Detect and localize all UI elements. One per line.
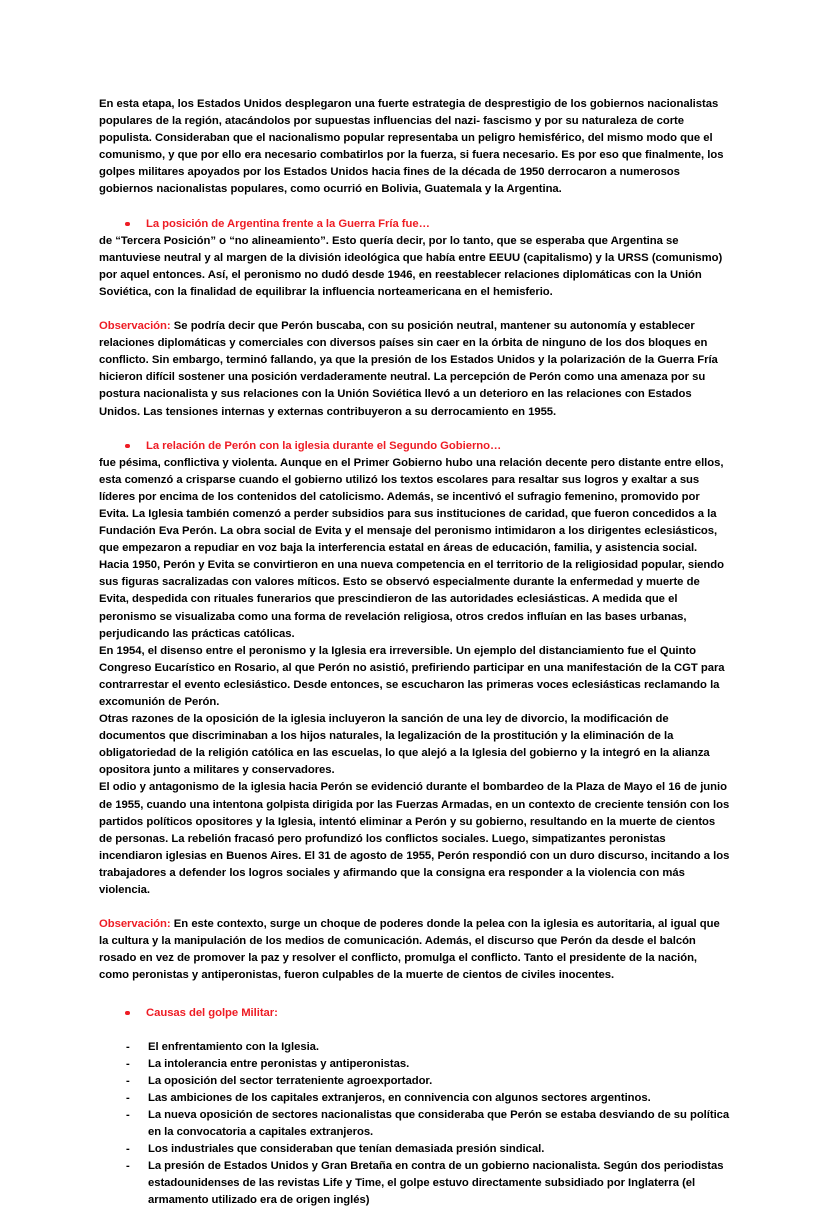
list-item [99, 1158, 730, 1209]
list-item-label: El enfrentamiento con la Iglesia. [148, 1040, 319, 1053]
list-item-label: La oposición del sector terrateniente agroexportador. [148, 1074, 433, 1087]
list-item-label: Las ambiciones de los capitales extranjeros, en connivencia con algunos sectores argentinos. [148, 1091, 651, 1104]
dash-bullet-icon: - [126, 1057, 130, 1070]
section-heading-label: La posición de Argentina frente a la Guerra Fría fue… [146, 217, 430, 230]
list-item-label: La nueva oposición de sectores nacionalistas que consideraba que Perón se estaba desviando de su política en la convocatoria a capitales extranjeros. [148, 1108, 730, 1139]
observacion-label: Observación: [99, 320, 171, 333]
dash-bullet-icon: - [126, 1040, 130, 1053]
section-heading-label: La relación de Perón con la iglesia durante el Segundo Gobierno… [146, 439, 502, 452]
paragraph-relacion-iglesia: fue pésima, conflictiva y violenta. Aunque en el Primer Gobierno hubo una relación decente pero distante entre ellos, esta comenzó a crisparse cuando el gobierno utilizó los textos escolares para resaltar sus logros y exaltar a sus líderes por encima de los contenidos del catolicismo. Además, se incentivó el sufragio femenino, promovido por Evita. La Iglesia también comenzó a perder subsidios para sus instituciones de caridad, que fueron concedidos a la Fundación Eva Perón. La obra social de Evita y el mensaje del peronismo intimidaron a los dirigentes eclesiásticos, que empezaron a repudiar en voz baja la interferencia estatal en áreas de educación, familia, y asistencia social. [99, 456, 724, 555]
dash-bullet-icon: - [126, 1160, 130, 1173]
dash-bullet-icon: - [126, 1074, 130, 1087]
section-heading-peron-iglesia [99, 438, 730, 455]
paragraph-congreso-eucaristico: En 1954, el disenso entre el peronismo y la Iglesia era irreversible. Un ejemplo del distanciamiento fue el Quinto Congreso Eucarístico en Rosario, al que Perón no asistió, prefiriendo participar en una manifestación de la CGT para contrarrestar el evento eclesiástico. Desde entonces, se escucharon las primeras voces eclesiásticas reclamando la excomunión de Perón. [99, 644, 725, 708]
spacer [99, 301, 730, 318]
list-item [99, 1090, 730, 1107]
document-body [99, 96, 730, 1210]
red-bullet-icon [125, 222, 130, 227]
spacer [99, 1022, 730, 1039]
observacion-label: Observación: [99, 918, 171, 931]
list-item [99, 1141, 730, 1158]
section-heading-label: Causas del golpe Militar: [146, 1006, 278, 1019]
observacion-block-2 [99, 916, 730, 984]
paragraph-religiosidad-popular: Hacia 1950, Perón y Evita se convirtieron en una nueva competencia en el territorio de la religiosidad popular, siendo sus figuras sacralizadas con valores míticos. Esto se observó especialmente durante la enfermedad y muerte de Evita, despedida con rituales funerarios que prescindieron de las autoridades eclesiásticas. A medida que el peronismo se visualizaba como una forma de revelación religiosa, otros credos influían en las bases urbanas, perjudicando las prácticas católicas. [99, 559, 724, 640]
list-item [99, 1107, 730, 1141]
observacion-text: Se podría decir que Perón buscaba, con su posición neutral, mantener su autonomía y establecer relaciones diplomáticas y comerciales con diversos países sin caer en la órbita de ninguno de los dos bloques en conflicto. Sin embargo, terminó fallando, ya que la presión de los Estados Unidos y la polarización de la Guerra Fría hicieron difícil sostener una posición verdaderamente neutral. La percepción de Perón como una amenaza por su postura nacionalista y sus relaciones con la Unión Soviética llevó a un deterioro en las relaciones con Estados Unidos. Las tensiones internas y externas contribuyeron a su derrocamiento en 1955. [99, 320, 718, 418]
red-bullet-icon [125, 444, 130, 449]
paragraph-otras-razones: Otras razones de la oposición de la iglesia incluyeron la sanción de una ley de divorcio, la modificación de documentos que discriminaban a los hijos naturales, la legalización de la prostitución y la eliminación de la obligatoriedad de la religión católica en las escuelas, lo que alejó a la Iglesia del gobierno y la integró en la alianza opositora junto a militares y conservadores. [99, 713, 710, 777]
observacion-block-1 [99, 318, 730, 421]
dash-bullet-icon: - [126, 1143, 130, 1156]
paragraph-tercera-posicion: de “Tercera Posición” o “no alineamiento”. Esto quería decir, por lo tanto, que se esperaba que Argentina se mantuviese neutral y al margen de la división ideológica que había entre EEUU (capitalismo) y la URSS (comunismo) por aquel entonces. Así, el peronismo no dudó desde 1946, en reestablecer relaciones diplomáticas con la Unión Soviética, con la finalidad de equilibrar la influencia norteamericana en el hemisferio. [99, 234, 723, 298]
spacer [99, 199, 730, 216]
list-item [99, 1039, 730, 1056]
intro-paragraph: En esta etapa, los Estados Unidos desplegaron una fuerte estrategia de desprestigio de los gobiernos nacionalistas populares de la región, atacándolos por supuestas influencias del nazi- fascismo y por su naturaleza de corte populista. Consideraban que el nacionalismo popular representaba un peligro hemisférico, del mismo modo que el comunismo, y que por ello era necesario combatirlos por la fuerza, si fuera necesario. Es por eso que finalmente, los golpes militares apoyados por los Estados Unidos hacia fines de la década de 1950 derrocaron a numerosos gobiernos nacionalistas populares, como ocurrió en Bolivia, Guatemala y la Argentina. [99, 98, 724, 196]
spacer [99, 421, 730, 438]
red-bullet-icon [125, 1011, 130, 1016]
list-item-label: La presión de Estados Unidos y Gran Bretaña en contra de un gobierno nacionalista. Según dos periodistas estadounidenses de las revistas Life y Time, el golpe estuvo directamente subsidiado por Inglaterra (el armamento utilizado era de origen inglés) [148, 1160, 724, 1207]
list-item-label: Los industriales que consideraban que tenían demasiada presión sindical. [148, 1143, 545, 1156]
causes-list [99, 1039, 730, 1210]
observacion-text: En este contexto, surge un choque de poderes donde la pelea con la iglesia es autoritaria, al igual que la cultura y la manipulación de los medios de comunicación. Además, el discurso que Perón da desde el balcón rosado en vez de promover la paz y resolver el conflicto, promulga el conflicto. Tanto el presidente de la nación, como peronistas y antiperonistas, fueron culpables de la muerte de cientos de civiles inocentes. [99, 918, 720, 982]
spacer [99, 899, 730, 916]
paragraph-bombardeo-plaza-mayo: El odio y antagonismo de la iglesia hacia Perón se evidenció durante el bombardeo de la Plaza de Mayo el 16 de junio de 1955, cuando una intentona golpista dirigida por las Fuerzas Armadas, en un contexto de creciente tensión con los partidos políticos opositores y la Iglesia, intentó eliminar a Perón y su gobierno, resultando en la muerte de cientos de personas. La rebelión fracasó pero profundizó los conflictos sociales. Luego, simpatizantes peronistas incendiaron iglesias en Buenos Aires. El 31 de agosto de 1955, Perón respondió con un duro discurso, incitando a los trabajadores a defender los logros sociales y afirmando que la consigna era responder a la violencia con más violencia. [99, 781, 730, 897]
list-item [99, 1056, 730, 1073]
spacer [99, 985, 730, 1005]
section-heading-argentina-guerra-fria [99, 216, 730, 233]
list-item-label: La intolerancia entre peronistas y antiperonistas. [148, 1057, 410, 1070]
dash-bullet-icon: - [126, 1091, 130, 1104]
list-item [99, 1073, 730, 1090]
section-heading-causas-golpe [99, 1005, 730, 1022]
dash-bullet-icon: - [126, 1108, 130, 1121]
